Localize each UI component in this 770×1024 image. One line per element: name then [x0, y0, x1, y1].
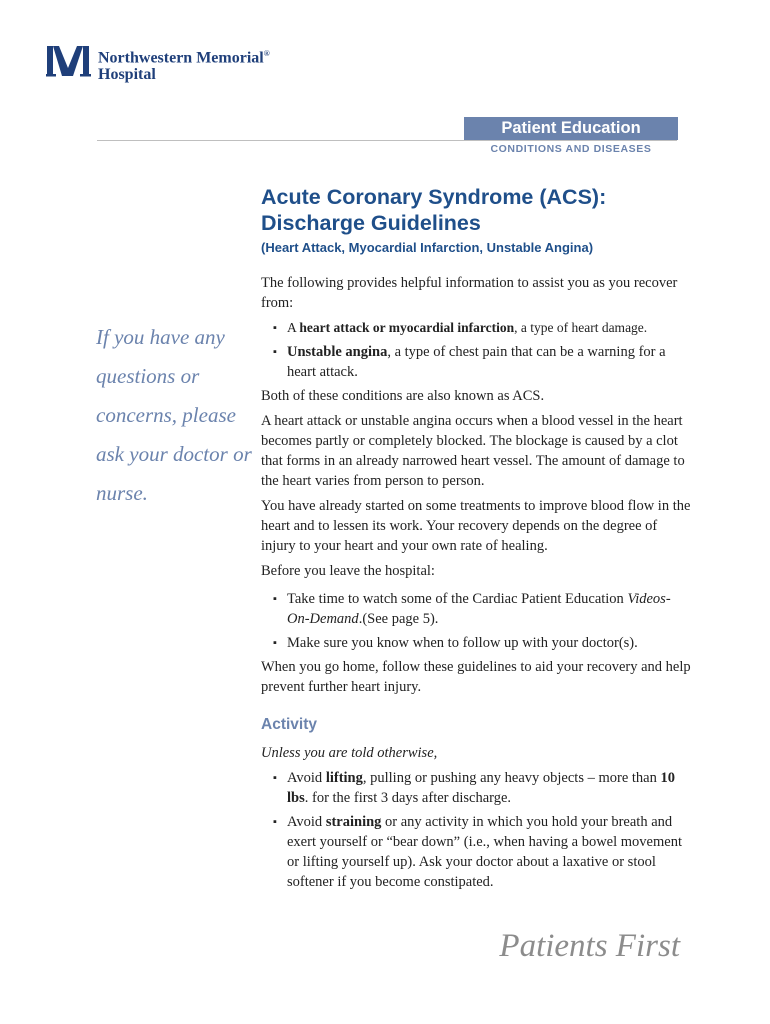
treatment-paragraph: You have already started on some treatments to improve blood flow in the heart and to lessen its work. Your recovery depends on the degree of injury to your heart and your own rate of healing. [261, 498, 691, 554]
acs-paragraph: Both of these conditions are also known as ACS. [261, 388, 545, 404]
page-title: Acute Coronary Syndrome (ACS): Discharge Guidelines [261, 185, 607, 235]
list-item: ▪ Take time to watch some of the Cardiac Patient Education Videos-On-Demand.(See page 5). [287, 589, 691, 629]
hospital-logo [46, 42, 276, 86]
list-item: ▪ Unstable angina, a type of chest pain that can be a warning for a heart attack. [287, 342, 691, 382]
activity-list [261, 768, 691, 892]
list-item: ▪ Avoid lifting, pulling or pushing any heavy objects – more than 10 lbs. for the first 3 days after discharge. [287, 768, 691, 808]
hospital-name: Northwestern Memorial® Hospital [98, 49, 270, 84]
cause-paragraph: A heart attack or unstable angina occurs when a blood vessel in the heart becomes partly or completely blocked. The blockage is caused by a clot that forms in an already narrowed heart vessel. The amount of damage to the heart varies from person to person. [261, 413, 685, 489]
activity-heading: Activity [261, 716, 317, 733]
footer-slogan: Patients First [499, 928, 680, 964]
list-item: ▪ Avoid straining or any activity in which you hold your breath and exert yourself or “bear down” (i.e., when having a bowel movement or lifting yourself up). Ask your doctor about a laxative or stool softener if you become constipated. [287, 812, 691, 892]
home-paragraph: When you go home, follow these guidelines to aid your recovery and help prevent further heart injury. [261, 659, 691, 695]
intro-list [261, 318, 691, 382]
page-subtitle: (Heart Attack, Myocardial Infarction, Unstable Angina) [261, 240, 594, 255]
category-label: CONDITIONS AND DISEASES [490, 143, 652, 155]
header-divider [97, 140, 677, 141]
before-leave-list [261, 589, 691, 653]
activity-lead: Unless you are told otherwise, [261, 745, 438, 761]
section-label: Patient Education [464, 117, 678, 140]
body-text [261, 273, 691, 896]
sidebar-quote: If you have any questions or concerns, please ask your doctor or nurse. [96, 325, 252, 505]
nm-logo-mark-icon [46, 42, 92, 80]
list-item: ▪ Make sure you know when to follow up with your doctor(s). [287, 633, 691, 653]
intro-paragraph: The following provides helpful information to assist you as you recover from: [261, 275, 678, 311]
list-item: ▪ A heart attack or myocardial infarction, a type of heart damage. [287, 318, 691, 338]
before-leave-paragraph: Before you leave the hospital: [261, 563, 435, 579]
